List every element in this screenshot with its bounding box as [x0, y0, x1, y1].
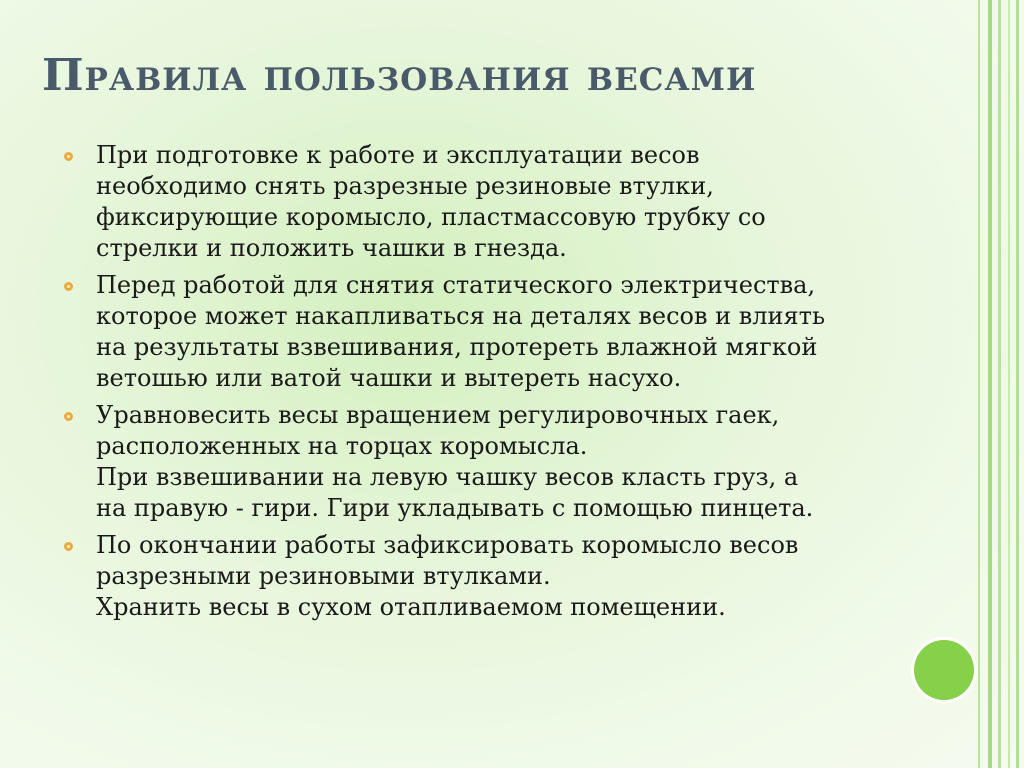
decorative-rail	[1016, 0, 1019, 768]
bullet-text-line: необходимо снять разрезные резиновые втулки,	[96, 172, 714, 200]
bullet-text-line: разрезными резиновыми втулками.	[96, 562, 551, 590]
ring-bullet-icon	[64, 412, 73, 421]
decorative-rail	[1008, 0, 1010, 768]
bullet-text-line: на правую - гири. Гири укладывать с помощью пинцета.	[96, 494, 814, 522]
bullet-text-line: фиксирующие коромысло, пластмассовую трубку со	[96, 203, 766, 231]
bullet-text-line: По окончании работы зафиксировать коромысло весов	[96, 531, 799, 559]
bullet-text-line: расположенных на торцах коромысла.	[96, 432, 588, 460]
bullet-text-line: которое может накапливаться на деталях весов и влиять	[96, 302, 826, 330]
slide-title: Правила пользования весами	[42, 50, 757, 101]
ring-bullet-icon	[64, 542, 73, 551]
bullet-text-line: стрелки и положить чашки в гнезда.	[96, 234, 567, 262]
bullet-text-line: на результаты взвешивания, протереть влажной мягкой	[96, 333, 818, 361]
bullet-text-line: При подготовке к работе и эксплуатации весов	[96, 141, 700, 169]
ring-bullet-icon	[64, 282, 73, 291]
bullet-item	[62, 270, 892, 394]
green-circle-decoration	[914, 640, 974, 700]
decorative-rail	[998, 0, 1001, 768]
decorative-rail	[978, 0, 980, 768]
bullet-text-line: Уравновесить весы вращением регулировочных гаек,	[96, 401, 780, 429]
bullet-text-line: ветошью или ватой чашки и вытереть насухо.	[96, 364, 682, 392]
bullet-item	[62, 530, 892, 623]
bullet-text-line: Перед работой для снятия статического электричества,	[96, 271, 816, 299]
decorative-rail	[988, 0, 992, 768]
bullet-text-line: Хранить весы в сухом отапливаемом помещении.	[96, 593, 726, 621]
bullet-item	[62, 400, 892, 524]
bullet-item	[62, 140, 892, 264]
bullet-list	[62, 140, 892, 629]
ring-bullet-icon	[64, 152, 73, 161]
bullet-text-line: При взвешивании на левую чашку весов класть груз, а	[96, 463, 799, 491]
